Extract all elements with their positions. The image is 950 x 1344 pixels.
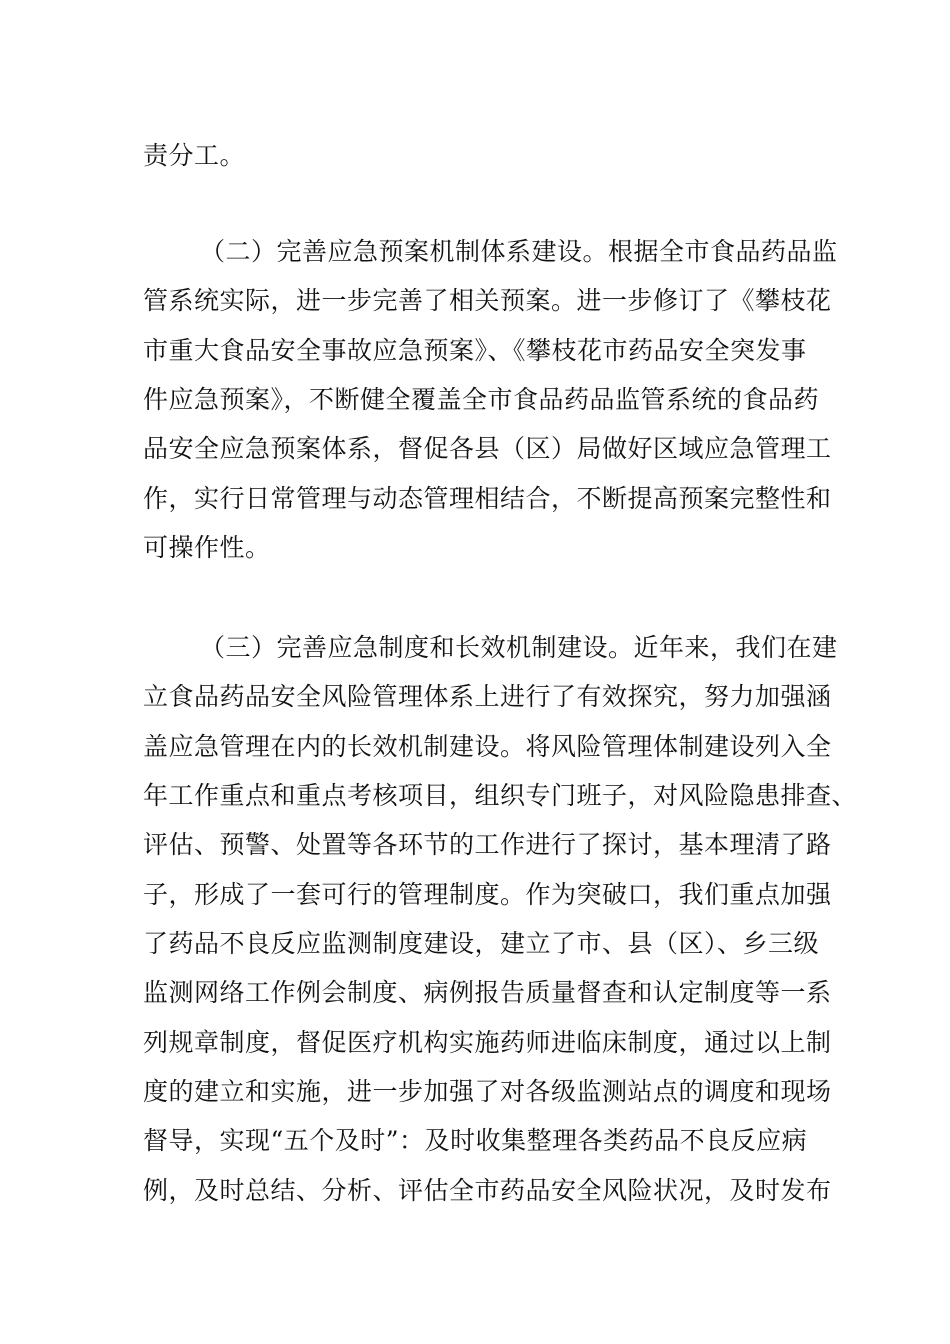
text-line: 了药品不良反应监测制度建设，建立了市、县（区）、乡三级 xyxy=(143,929,820,958)
text-line: 作，实行日常管理与动态管理相结合，不断提高预案完整性和 xyxy=(143,484,832,513)
text-line: 管系统实际，进一步完善了相关预案。进一步修订了《攀枝花 xyxy=(143,286,832,315)
text-line: 列规章制度，督促医疗机构实施药师进临床制度，通过以上制 xyxy=(143,1028,832,1057)
text-line: 督导，实现“五个及时”：及时收集整理各类药品不良反应病 xyxy=(143,1126,808,1155)
paragraph-heading-line: （二）完善应急预案机制体系建设。根据全市食品药品监 xyxy=(200,237,838,266)
text-line: 盖应急管理在内的长效机制建设。将风险管理体制建设列入全 xyxy=(143,732,832,761)
text-line: 责分工。 xyxy=(143,141,246,170)
text-line: 品安全应急预案体系，督促各县（区）局做好区域应急管理工 xyxy=(143,434,832,463)
text-line: 例，及时总结、分析、评估全市药品安全风险状况，及时发布 xyxy=(143,1176,832,1205)
text-line: 年工作重点和重点考核项目，组织专门班子，对风险隐患排查、 xyxy=(143,781,858,810)
text-line: 监测网络工作例会制度、病例报告质量督查和认定制度等一系 xyxy=(143,978,832,1007)
text-line: 立食品药品安全风险管理体系上进行了有效探究，努力加强涵 xyxy=(143,682,832,711)
text-line: 评估、预警、处置等各环节的工作进行了探讨，基本理清了路 xyxy=(143,830,832,859)
text-line: 子，形成了一套可行的管理制度。作为突破口，我们重点加强 xyxy=(143,880,832,909)
text-line: 可操作性。 xyxy=(143,533,271,562)
text-line: 市重大食品安全事故应急预案》、《攀枝花市药品安全突发事 xyxy=(143,336,807,365)
text-line: 件应急预案》，不断健全覆盖全市食品药品监管系统的食品药 xyxy=(143,385,820,414)
paragraph-heading-line: （三）完善应急制度和长效机制建设。近年来，我们在建 xyxy=(200,633,838,662)
text-line: 度的建立和实施，进一步加强了对各级监测站点的调度和现场 xyxy=(143,1077,832,1106)
